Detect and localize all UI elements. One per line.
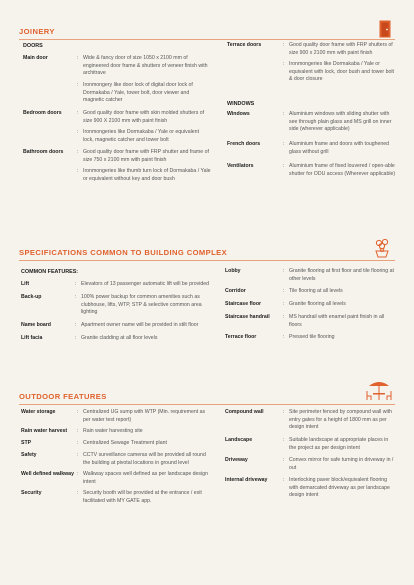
outdoor-section [19,380,395,530]
spec-label: Safety [21,452,37,458]
spec-label: Corridor [225,288,246,294]
spec-value: Interlocking paver block/equivalent flooring with demarcated driveway as per landscape design intent [289,477,390,499]
spec-label: Driveway [225,457,248,463]
spec-label: Staircase floor [225,301,262,307]
doors-heading: DOORS [23,43,43,49]
spec-colon: : [283,314,285,320]
spec-label: Main door [23,55,48,61]
spec-label: Compound wall [225,409,264,415]
spec-value: Tile flooring at all levels [289,288,343,294]
outdoor-table-icon [365,378,393,407]
spec-colon: : [77,452,79,458]
spec-label: Name board [21,322,51,328]
spec-colon: : [75,281,77,287]
spec-colon: : [77,149,79,155]
spec-value: MS handrail with enamel paint finish in all floors [289,314,385,328]
spec-colon: : [77,409,79,415]
spec-colon: : [283,457,285,463]
spec-label: STP [21,440,32,446]
spec-label: Landscape [225,437,253,443]
spec-label: Windows [227,111,250,117]
spec-colon: : [283,288,285,294]
spec-colon: : [77,490,79,496]
spec-label: Security [21,490,42,496]
spec-label: Rain water harvest [21,428,68,434]
spec-label: Terrace floor [225,334,257,340]
spec-label: Bedroom doors [23,110,62,116]
spec-value: Good quality door frame with FRP shutter and frame of size 750 x 2100 mm with paint finish [83,149,209,163]
spec-value: Ironmongery like door lock of digital door lock of Dormakaba / Yale, tower bolt, door viewer and magnetic catcher [83,82,193,104]
spec-label: Bathroom doors [23,149,64,155]
joinery-title: JOINERY [19,27,55,36]
specs-section [19,240,395,365]
spec-value: Site perimeter fenced by compound wall with entry gates for a height of 1800 mm as per design intent [289,409,392,431]
spec-value: Granite cladding at all floor levels [81,335,158,341]
spec-label: Water storage [21,409,56,415]
spec-label: Ventilators [227,163,254,169]
spec-value: Aluminium frame and doors with toughened glass without grill [289,141,390,155]
spec-value: Granite flooring all levels [289,301,346,307]
spec-colon: : [283,409,285,415]
spec-colon: : [283,268,285,274]
spec-value: Ironmongeries like Dormakaba / Yale or equivalent with lock, door bush and tower bolt & door closure [289,61,394,83]
spec-colon: : [283,42,285,48]
outdoor-divider [19,404,395,405]
spec-value: Security booth will be provided at the entrance / exit facilitated with MY GATE app. [83,490,202,504]
spec-label: Lift facia [21,335,43,341]
spec-value: Centralized Sewage Treatment plant [83,440,167,446]
spec-label: Well defined walkway [21,471,74,477]
specs-title: SPECIFICATIONS COMMON TO BUILDING COMPLEX [19,248,228,257]
spec-colon: : [283,301,285,307]
spec-colon: : [283,111,285,117]
spec-colon: : [77,129,79,135]
spec-label: Back-up [21,294,42,300]
spec-colon: : [77,110,79,116]
spec-value: Walkway spaces well defined as per landscape design intent [83,471,208,485]
spec-colon: : [77,440,79,446]
spec-value: Apartment owner name will be provided in stilt floor [81,322,199,328]
spec-value: Ironmongeries like Dormakaba / Yale or equivalent lock, magnetic catcher and tower bolt [83,129,200,143]
spec-colon: : [283,141,285,147]
spec-value: Rain water harvesting site [83,428,143,434]
spec-label: Internal driveway [225,477,268,483]
joinery-section [19,22,395,232]
spec-colon: : [77,55,79,61]
spec-value: Pressed tile flooring [289,334,335,340]
spec-value: Aluminium windows with sliding shutter with see through plain glass and MS grill on inner side (wherever applicable) [289,111,392,133]
spec-value: Good quality door frame with skin molded shutters of size 900 X 2100 mm with paint finish [83,110,205,124]
spec-label: French doors [227,141,261,147]
specs-divider [19,260,395,261]
spec-value: Centralized UG sump with WTP (Min. requirement as per water test report) [83,409,206,423]
spec-label: Terrace doors [227,42,262,48]
joinery-divider [19,39,395,40]
outdoor-title: OUTDOOR FEATURES [19,392,107,401]
common-features-heading: COMMON FEATURES: [21,269,79,275]
spec-value: Good quality door frame with FRP shutters of size 900 x 2100 mm with paint finish [289,42,393,56]
spec-value: Convex mirror for safe turning in driveway in / out [289,457,394,471]
spec-colon: : [75,335,77,341]
spec-value: Aluminium frame of fixed louvered / open-able shutter for ODU access (Wherever applicable) [289,163,396,177]
spec-value: Elevators of 13 passenger automatic lift will be provided [81,281,210,287]
spec-colon: : [283,163,285,169]
spec-label: Lift [21,281,30,287]
spec-colon: : [75,322,77,328]
spec-colon: : [75,294,77,300]
windows-heading: WINDOWS [227,101,255,107]
spec-colon: : [77,471,79,477]
spec-value: CCTV surveillance cameras will be provided all round the building at pivotal locations in ground level [83,452,206,466]
spec-colon: : [283,477,285,483]
spec-colon: : [77,168,79,174]
spec-colon: : [77,428,79,434]
spec-colon: : [283,334,285,340]
spec-colon: : [283,437,285,443]
spec-colon: : [77,82,79,88]
spec-value: 100% power backup for common amenities such as clubhouse, lifts, WTP, STP & selective common area lighting [81,294,202,316]
spec-label: Lobby [225,268,241,274]
spec-value: Suitable landscape at appropriate places in the project as per design intent [289,437,389,451]
spec-label: Staircase handrail [225,314,270,320]
spec-colon: : [283,61,285,67]
spec-value: Wide & fancy door of size 1050 x 2100 mm of engineered door frame & shutters of veneer finish with architrave [83,55,208,77]
spec-value: Granite flooring at first floor and tile flooring at other levels [289,268,394,282]
spec-value: Ironmongeries like thumb turn lock of Dormakaba / Yale or equivalent without key and door bush [83,168,211,182]
